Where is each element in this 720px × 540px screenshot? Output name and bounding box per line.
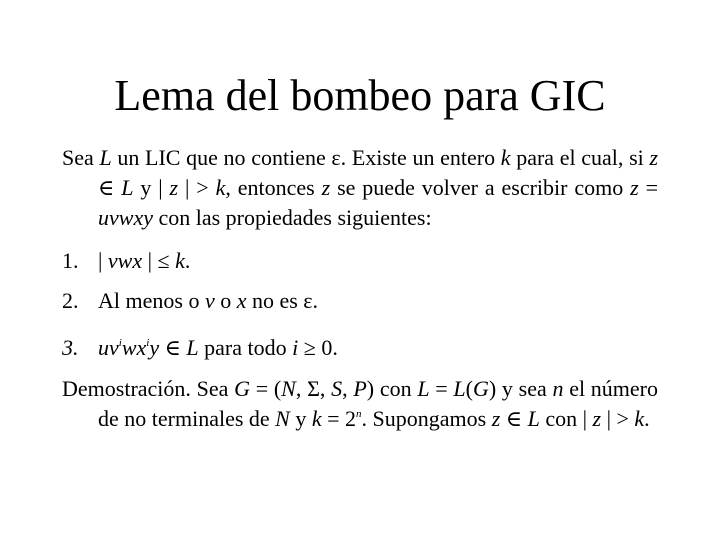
math-symbol: v xyxy=(204,288,215,313)
text-run: con | xyxy=(539,406,593,431)
math-symbol: y xyxy=(149,335,160,360)
text-run: , entonces xyxy=(225,175,322,200)
math-symbol: k xyxy=(215,175,226,200)
math-symbol: i xyxy=(292,335,299,360)
text-run: , Σ, xyxy=(295,376,332,401)
math-symbol: vwx xyxy=(107,248,143,273)
text-run: | ≤ xyxy=(142,248,176,273)
property-item-2 xyxy=(62,286,658,316)
math-symbol: z xyxy=(491,406,501,431)
math-symbol: k xyxy=(311,406,322,431)
text-run: se puede volver a escribir como xyxy=(330,175,631,200)
math-symbol: L xyxy=(417,376,430,401)
math-symbol: G xyxy=(473,376,489,401)
text-run: ) con xyxy=(366,376,418,401)
text-run: un LIC que no contiene ε. Existe un entero xyxy=(111,145,501,170)
math-symbol: i xyxy=(146,337,150,349)
math-symbol: x xyxy=(236,288,247,313)
text-run: con las propiedades siguientes: xyxy=(152,205,432,230)
text-run: . Supongamos xyxy=(361,406,492,431)
text-run: y | xyxy=(133,175,170,200)
math-symbol: L xyxy=(99,145,112,170)
math-symbol: n xyxy=(552,376,564,401)
property-number: 3. xyxy=(62,335,79,360)
math-symbol: n xyxy=(356,408,362,420)
text-run: o xyxy=(214,288,237,313)
math-symbol: z xyxy=(321,175,331,200)
math-symbol: L xyxy=(186,335,199,360)
text-run: para todo xyxy=(198,335,293,360)
lemma-statement xyxy=(62,143,658,233)
property-item-3 xyxy=(62,333,658,363)
text-run: | xyxy=(98,248,108,273)
math-symbol: k xyxy=(500,145,511,170)
text-run: . xyxy=(644,406,650,431)
text-run: = ( xyxy=(250,376,282,401)
property-item-1 xyxy=(62,246,658,276)
math-symbol: wx xyxy=(121,335,147,360)
text-run: ∈ xyxy=(98,175,122,200)
text-run: ∈ xyxy=(500,406,528,431)
math-symbol: P xyxy=(353,376,367,401)
text-run: para el cual, si xyxy=(510,145,650,170)
math-symbol: S xyxy=(331,376,343,401)
property-text xyxy=(98,335,338,360)
math-symbol: L xyxy=(527,406,540,431)
text-run: = xyxy=(429,376,454,401)
text-run: Sea xyxy=(62,145,100,170)
text-run: no es ε. xyxy=(246,288,319,313)
math-symbol: z xyxy=(592,406,602,431)
text-run: = xyxy=(638,175,658,200)
property-number: 2. xyxy=(62,288,79,313)
text-run: Demostración. Sea xyxy=(62,376,235,401)
math-symbol: L xyxy=(453,376,466,401)
math-symbol: N xyxy=(281,376,296,401)
text-run: y xyxy=(289,406,312,431)
math-symbol: k xyxy=(175,248,185,273)
math-symbol: k xyxy=(634,406,645,431)
math-symbol: uv xyxy=(98,335,119,360)
property-number: 1. xyxy=(62,248,79,273)
math-symbol: z xyxy=(169,175,179,200)
math-symbol: uvwxy xyxy=(98,205,153,230)
text-run: ( xyxy=(465,376,473,401)
text-run: ∈ xyxy=(159,335,187,360)
math-symbol: N xyxy=(275,406,290,431)
slide-title: Lema del bombeo para GIC xyxy=(114,71,606,120)
math-symbol: G xyxy=(234,376,250,401)
text-run: | > xyxy=(178,175,216,200)
math-symbol: z xyxy=(649,145,658,170)
text-run: . xyxy=(184,248,191,273)
text-run: , xyxy=(342,376,354,401)
math-symbol: L xyxy=(121,175,134,200)
text-run: | > xyxy=(601,406,635,431)
property-text xyxy=(98,248,190,273)
proof-paragraph xyxy=(62,374,658,434)
text-run: = 2 xyxy=(321,406,357,431)
text-run: ≥ 0. xyxy=(298,335,338,360)
property-text xyxy=(98,288,318,313)
math-symbol: z xyxy=(630,175,639,200)
math-symbol: i xyxy=(118,337,122,349)
text-run: el número de no terminales de xyxy=(98,376,658,431)
text-run: ) y sea xyxy=(488,376,553,401)
text-run: Al menos o xyxy=(98,288,205,313)
